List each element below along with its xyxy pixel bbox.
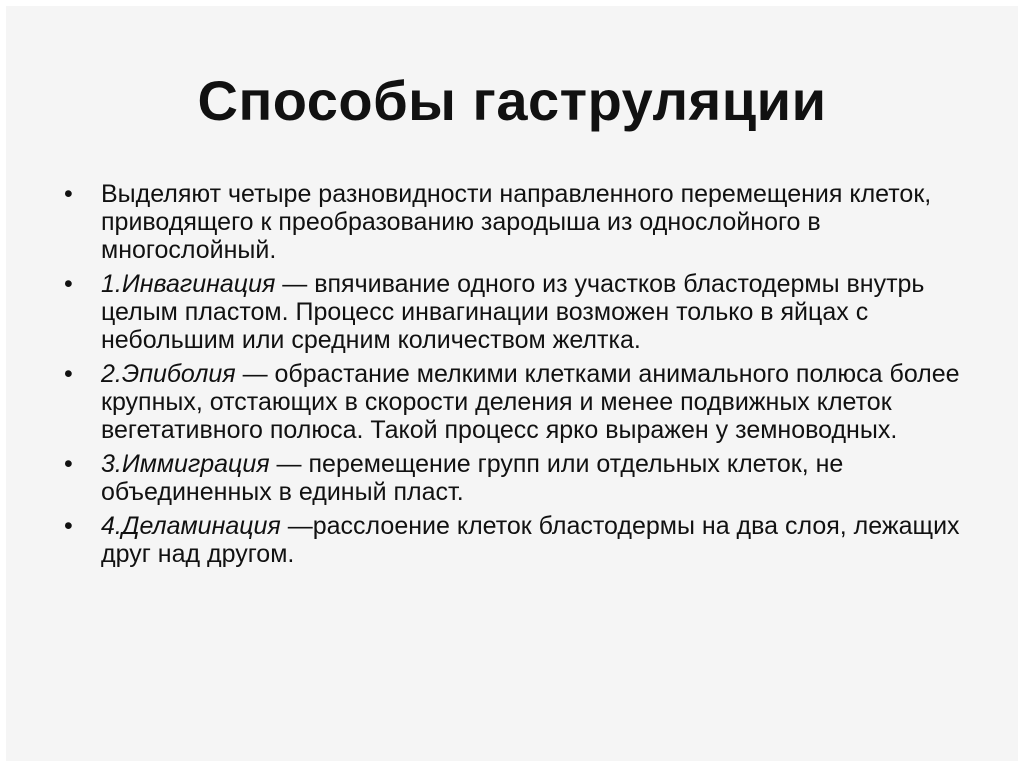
term-epiboly: 2.Эпиболия [101,360,236,388]
bullet-text: Выделяют четыре разновидности направленного перемещения клеток, приводящего к преобразованию зародыша из однослойного в многослойный. [101,180,932,264]
bullet-icon: • [64,360,73,388]
bullet-icon: • [64,270,73,298]
term-delamination: 4.Деламинация [101,512,281,540]
bullet-text: — перемещение групп или отдельных клеток, не объединенных в единый пласт. [101,450,844,506]
bullet-text: — впячивание одного из участков бластодермы внутрь целым пластом. Процесс инвагинации возможен только в яйцах с небольшим или средним количеством желтка. [101,270,925,354]
bullet-icon: • [64,512,73,540]
bullet-item-immigration [64,450,984,506]
bullet-item-invagination [64,270,984,354]
bullet-item-delamination [64,512,984,568]
bullet-text: — обрастание мелкими клетками анимального полюса более крупных, отстающих в скорости деления и менее подвижных клеток вегетативного полюса. Такой процесс ярко выражен у земноводных. [101,360,960,444]
bullet-text: —расслоение клеток бластодермы на два слоя, лежащих друг над другом. [101,512,960,568]
bullet-icon: • [64,180,73,208]
bullet-item-intro [64,180,984,264]
slide [6,6,1018,761]
slide-title: Способы гаструляции [197,69,827,132]
term-immigration: 3.Иммиграция [101,450,270,478]
bullet-icon: • [64,450,73,478]
bullet-list [64,180,984,574]
term-invagination: 1.Инвагинация [101,270,276,298]
bullet-item-epiboly [64,360,984,444]
